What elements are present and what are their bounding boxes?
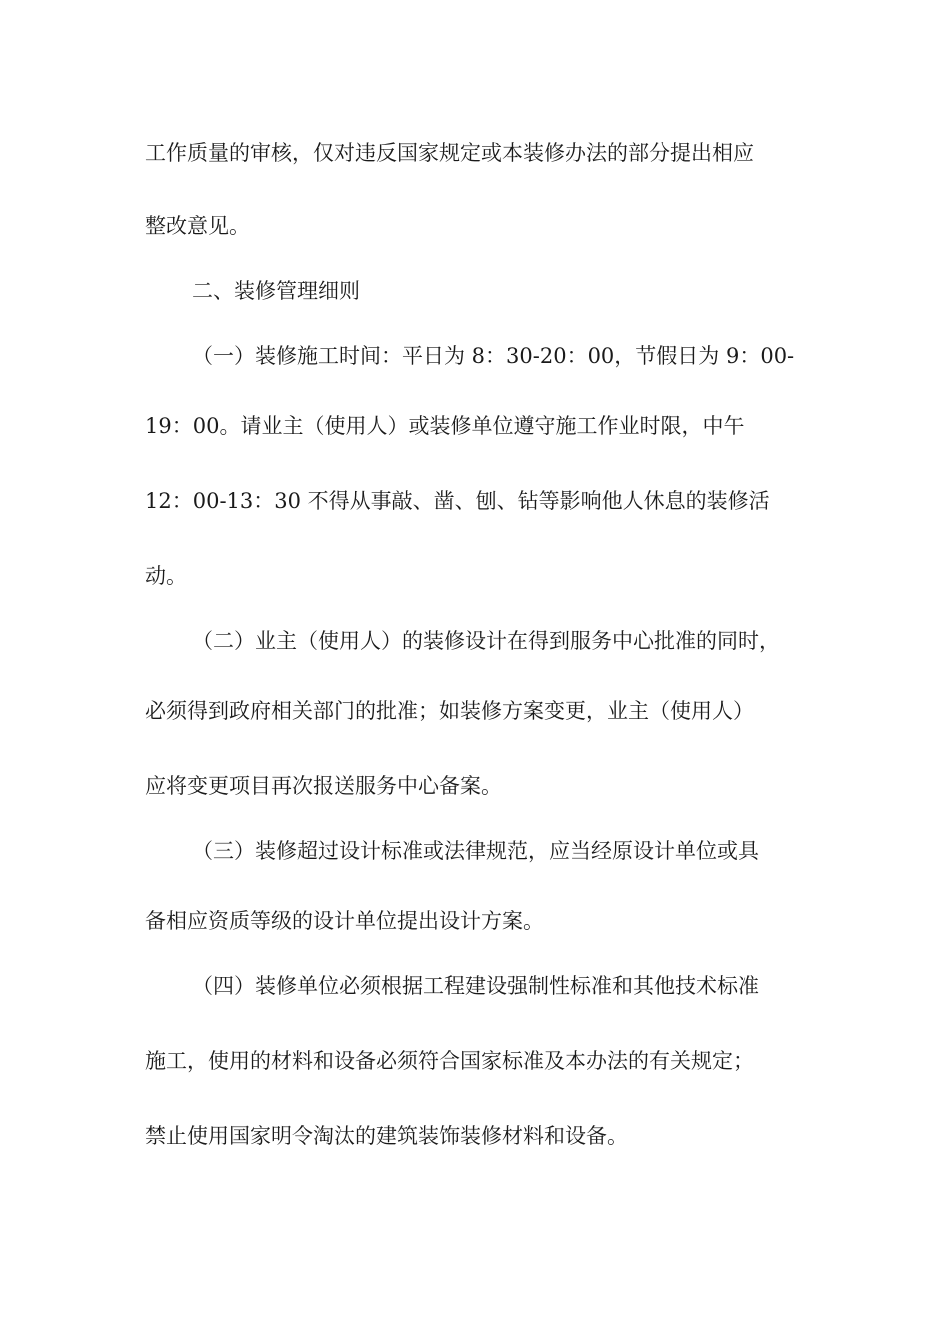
text-line: （一）装修施工时间：平日为 8：30-20：00，节假日为 9：00- bbox=[192, 344, 795, 368]
section-heading: 二、装修管理细则 bbox=[192, 279, 360, 303]
text-line: 动。 bbox=[145, 564, 187, 588]
text-line: 禁止使用国家明令淘汰的建筑装饰装修材料和设备。 bbox=[145, 1124, 628, 1148]
text-line: 12：00-13：30 不得从事敲、凿、刨、钻等影响他人休息的装修活 bbox=[145, 489, 770, 513]
text-line: 工作质量的审核，仅对违反国家规定或本装修办法的部分提出相应 bbox=[145, 141, 754, 165]
text-line: 整改意见。 bbox=[145, 214, 250, 238]
text-line: （二）业主（使用人）的装修设计在得到服务中心批准的同时， bbox=[192, 629, 780, 653]
text-line: 应将变更项目再次报送服务中心备案。 bbox=[145, 774, 502, 798]
text-line: 必须得到政府相关部门的批准；如装修方案变更，业主（使用人） bbox=[145, 699, 754, 723]
text-line: 19：00。请业主（使用人）或装修单位遵守施工作业时限，中午 bbox=[145, 414, 745, 438]
text-line: （三）装修超过设计标准或法律规范，应当经原设计单位或具 bbox=[192, 839, 759, 863]
text-line: （四）装修单位必须根据工程建设强制性标准和其他技术标准 bbox=[192, 974, 759, 998]
text-line: 施工，使用的材料和设备必须符合国家标准及本办法的有关规定； bbox=[145, 1049, 754, 1073]
text-line: 备相应资质等级的设计单位提出设计方案。 bbox=[145, 909, 544, 933]
